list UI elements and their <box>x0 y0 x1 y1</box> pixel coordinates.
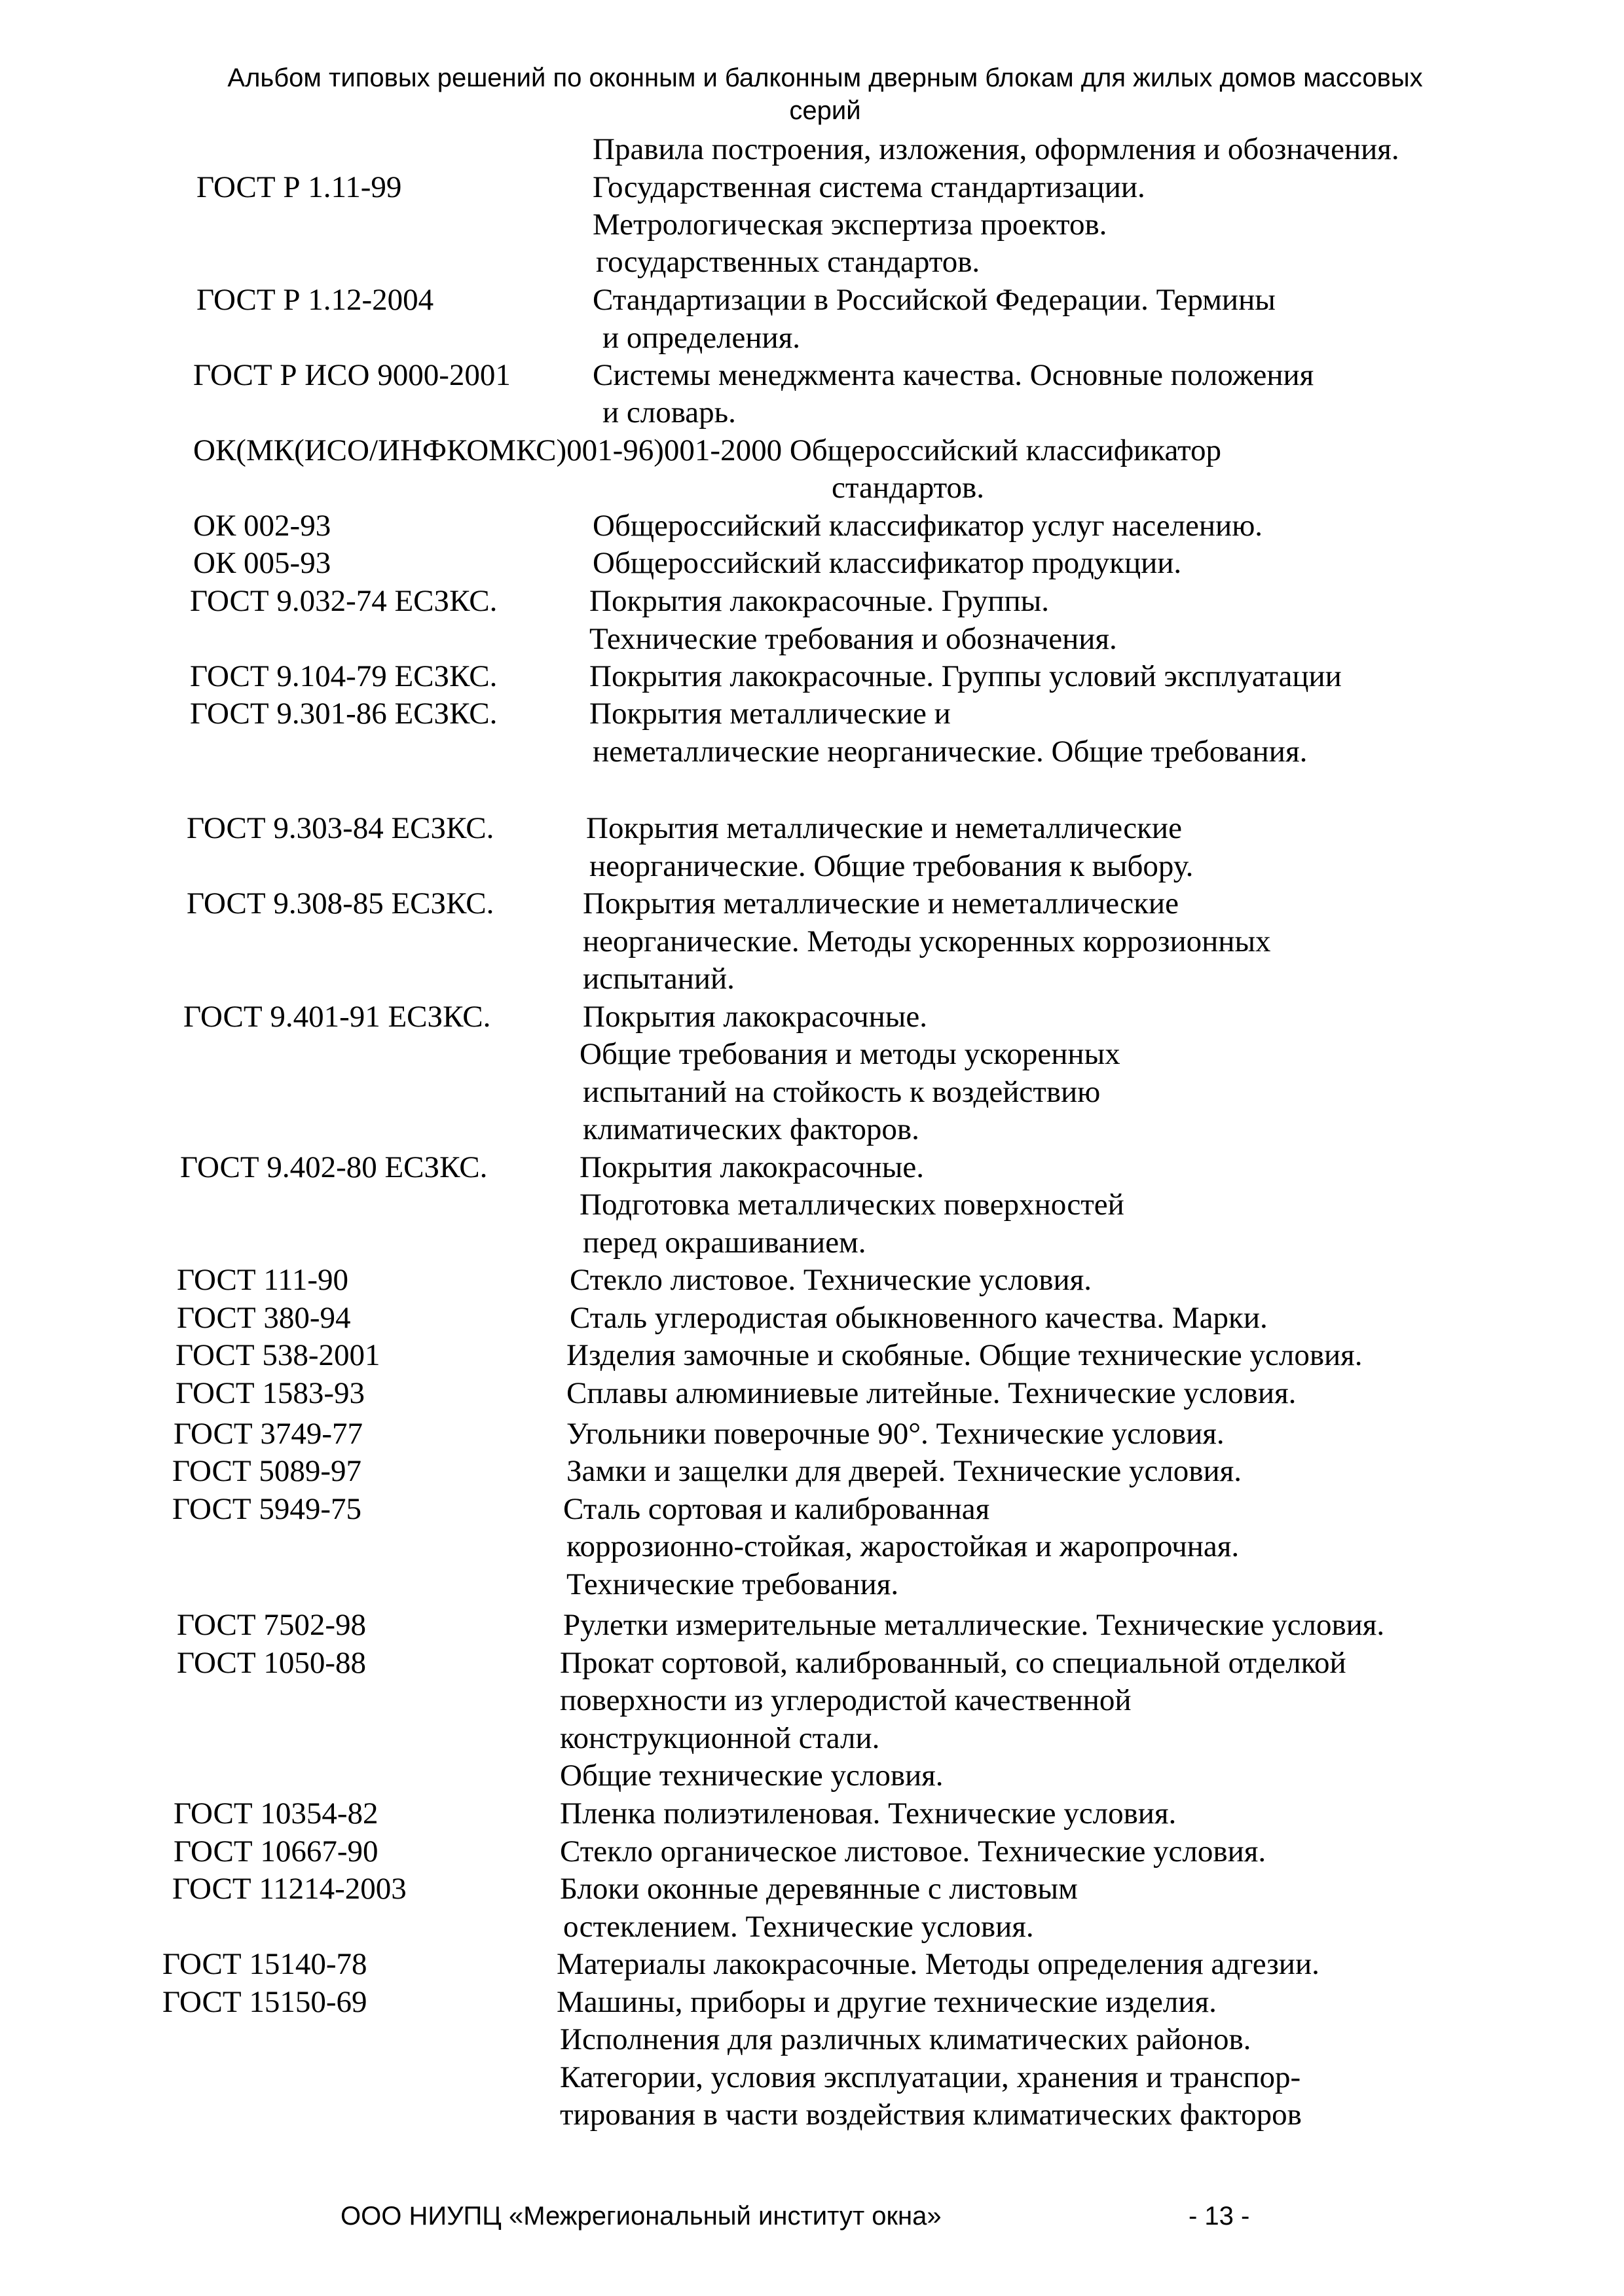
standard-code: ГОСТ 9.301-86 ЕСЗКС. <box>190 697 498 731</box>
standard-code: ГОСТ 1050-88 <box>177 1646 366 1680</box>
standard-description: Государственная система стандартизации. <box>593 170 1145 204</box>
standard-description: Стандартизации в Российской Федерации. Термины <box>593 283 1276 317</box>
standard-code: ОК 005-93 <box>193 546 331 580</box>
standard-code: ГОСТ Р 1.12-2004 <box>196 283 434 317</box>
standard-code: ГОСТ 15140-78 <box>162 1947 367 1981</box>
standard-description: Стекло листовое. Технические условия. <box>570 1263 1092 1297</box>
standard-description: Прокат сортовой, калиброванный, со специальной отделкой <box>560 1646 1346 1680</box>
header-title-line2: серий <box>789 96 861 125</box>
standard-code: ГОСТ 5949-75 <box>172 1492 361 1526</box>
standard-code: ГОСТ Р 1.11-99 <box>196 170 402 204</box>
standard-description: Общероссийский классификатор услуг населению. <box>593 509 1263 543</box>
standard-code: ГОСТ 3749-77 <box>174 1417 363 1451</box>
standard-description: Стекло органическое листовое. Технические условия. <box>560 1834 1266 1868</box>
standard-description: Покрытия металлические и <box>589 697 951 731</box>
standard-description: Технические требования и обозначения. <box>589 622 1117 656</box>
standard-description: и определения. <box>602 321 801 355</box>
standard-description: Покрытия металлические и неметаллические <box>586 811 1182 845</box>
standard-code: ОК(МК(ИСО/ИНФКОМКС)001-96)001-2000 Общероссийский классификатор <box>193 433 1222 467</box>
standard-description: Категории, условия эксплуатации, хранения и транспор- <box>560 2060 1301 2094</box>
standard-description: Технические требования. <box>566 1567 899 1601</box>
standard-description: неорганические. Методы ускоренных коррозионных <box>583 924 1271 958</box>
standard-description: Покрытия лакокрасочные. Группы. <box>589 584 1049 618</box>
standard-description: Покрытия металлические и неметаллические <box>583 886 1179 920</box>
standard-description: остеклением. Технические условия. <box>563 1910 1034 1944</box>
standard-code: ГОСТ 11214-2003 <box>172 1872 407 1906</box>
standard-description: Замки и защелки для дверей. Технические условия. <box>566 1454 1242 1488</box>
standard-description: Общероссийский классификатор продукции. <box>593 546 1182 580</box>
standard-code: ГОСТ 15150-69 <box>162 1985 367 2019</box>
page-header <box>157 62 1493 127</box>
header-title-line1: Альбом типовых решений по оконным и балконным дверным блокам для жилых домов массовых <box>227 64 1423 92</box>
standard-code: ГОСТ 380-94 <box>177 1301 351 1335</box>
standard-description: поверхности из углеродистой качественной <box>560 1683 1132 1717</box>
standard-description: Метрологическая экспертиза проектов. <box>593 208 1107 242</box>
standard-description: Изделия замочные и скобяные. Общие технические условия. <box>566 1338 1363 1372</box>
standard-description: Покрытия лакокрасочные. <box>583 1000 927 1034</box>
standard-description: Сталь сортовая и калиброванная <box>563 1492 990 1526</box>
standard-description: стандартов. <box>832 471 985 505</box>
standard-description: перед окрашиванием. <box>583 1226 866 1260</box>
standard-description: Системы менеджмента качества. Основные положения <box>593 358 1314 392</box>
standard-description: Пленка полиэтиленовая. Технические условия. <box>560 1796 1177 1831</box>
standard-code: ГОСТ 111-90 <box>177 1263 348 1297</box>
standard-code: ГОСТ 9.401-91 ЕСЗКС. <box>183 1000 491 1034</box>
standard-description: Блоки оконные деревянные с листовым <box>560 1872 1078 1906</box>
standard-description: неорганические. Общие требования к выбору. <box>589 849 1194 883</box>
standard-code: ГОСТ 10667-90 <box>174 1834 378 1868</box>
standard-code: ГОСТ 9.402-80 ЕСЗКС. <box>180 1150 488 1184</box>
standard-description: Сталь углеродистая обыкновенного качества. Марки. <box>570 1301 1268 1335</box>
standard-description: коррозионно-стойкая, жаростойкая и жаропрочная. <box>566 1529 1240 1563</box>
standard-description: тирования в части воздействия климатических факторов <box>560 2098 1302 2132</box>
standard-code: ГОСТ 9.303-84 ЕСЗКС. <box>187 811 494 845</box>
footer-organization: ООО НИУПЦ «Межрегиональный институт окна» <box>341 2202 942 2231</box>
standard-description: Машины, приборы и другие технические изделия. <box>557 1985 1217 2019</box>
standard-description: Общие технические условия. <box>560 1758 944 1793</box>
standard-code: ГОСТ 538-2001 <box>175 1338 380 1372</box>
standard-description: Покрытия лакокрасочные. <box>580 1150 924 1184</box>
standard-code: ОК 002-93 <box>193 509 331 543</box>
standard-description: климатических факторов. <box>583 1112 919 1146</box>
standard-code: ГОСТ 10354-82 <box>174 1796 378 1831</box>
standard-description: испытаний на стойкость к воздействию <box>583 1075 1101 1109</box>
standard-description: Покрытия лакокрасочные. Группы условий эксплуатации <box>589 659 1342 693</box>
standard-code: ГОСТ 9.308-85 ЕСЗКС. <box>187 886 494 920</box>
standard-description: государственных стандартов. <box>596 245 980 279</box>
standard-code: ГОСТ 7502-98 <box>177 1608 366 1642</box>
standard-description: и словарь. <box>602 395 736 429</box>
standard-description: Исполнения для различных климатических районов. <box>560 2022 1251 2056</box>
standard-description: Правила построения, изложения, оформления и обозначения. <box>593 132 1399 166</box>
footer-page-number: - 13 - <box>1189 2202 1250 2231</box>
standard-code: ГОСТ 1583-93 <box>175 1376 365 1410</box>
standard-description: Материалы лакокрасочные. Методы определения адгезии. <box>557 1947 1320 1981</box>
standard-description: Сплавы алюминиевые литейные. Технические условия. <box>566 1376 1297 1410</box>
standard-code: ГОСТ 9.032-74 ЕСЗКС. <box>190 584 498 618</box>
standard-description: Угольники поверочные 90°. Технические условия. <box>566 1417 1225 1451</box>
standard-description: Общие требования и методы ускоренных <box>580 1037 1120 1071</box>
standard-code: ГОСТ 9.104-79 ЕСЗКС. <box>190 659 498 693</box>
standard-description: конструкционной стали. <box>560 1721 880 1755</box>
standard-description: испытаний. <box>583 962 735 996</box>
standard-description: Рулетки измерительные металлические. Технические условия. <box>563 1608 1385 1642</box>
standard-code: ГОСТ Р ИСО 9000-2001 <box>193 358 511 392</box>
standard-description: Подготовка металлических поверхностей <box>580 1188 1124 1222</box>
standard-description: неметаллические неорганические. Общие требования. <box>593 735 1308 769</box>
standard-code: ГОСТ 5089-97 <box>172 1454 361 1488</box>
